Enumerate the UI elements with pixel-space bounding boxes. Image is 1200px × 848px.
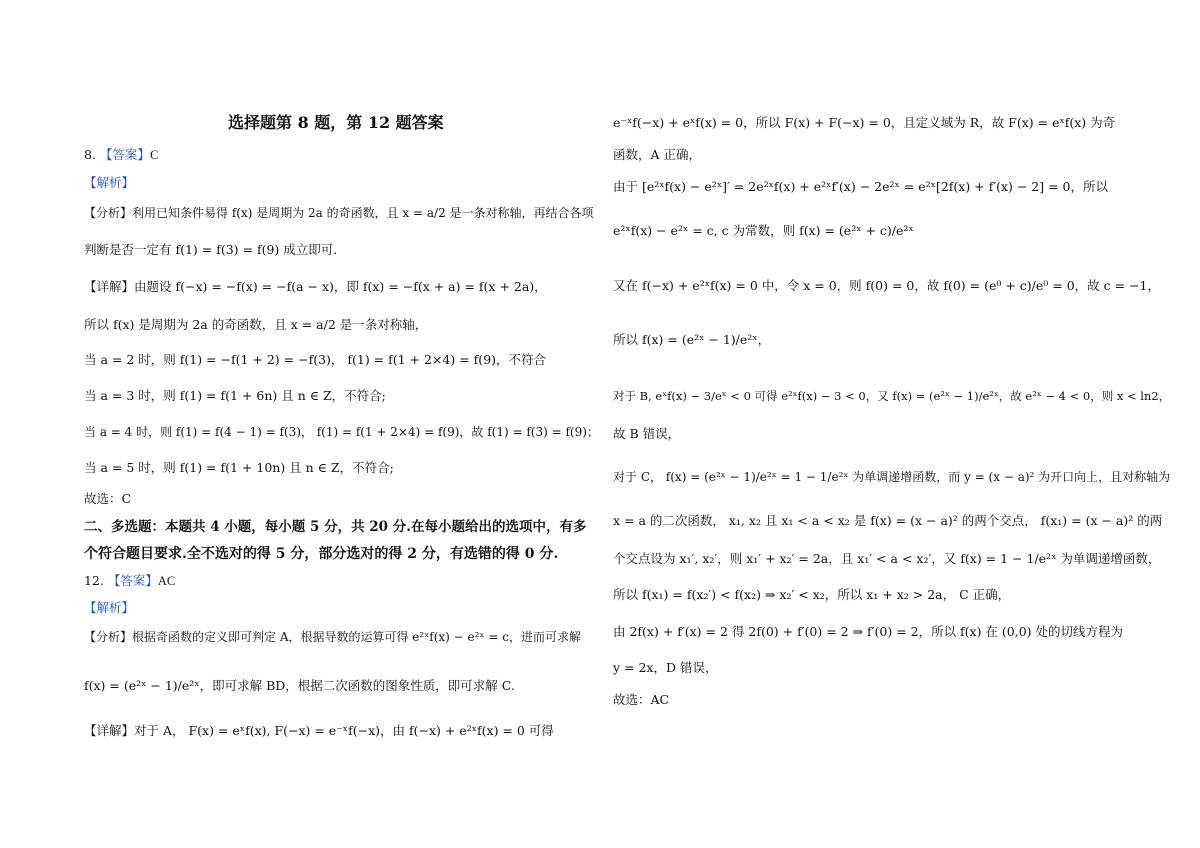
r-line-4: e²ˣf(x) − e²ˣ = c, c 为常数，则 f(x) = (e²ˣ + c)/e²ˣ bbox=[613, 223, 914, 238]
r-line-3: 由于 [e²ˣf(x) − e²ˣ]′ = 2e²ˣf(x) + e²ˣf′(x) − 2e²ˣ = e²ˣ[2f(x) + f′(x) − 2] = 0，所以 bbox=[613, 179, 1109, 194]
q8-case-a3: 当 a = 3 时，则 f(1) = f(1 + 6n) 且 n ∈ Z，不符合; bbox=[84, 388, 386, 403]
r-line-14: y = 2x，D 错误， bbox=[613, 660, 718, 675]
r-line-10: x = a 的二次函数， x₁, x₂ 且 x₁ < a < x₂ 是 f(x) = (x − a)² 的两个交点， f(x₁) = (x − a)² 的两 bbox=[613, 513, 1163, 528]
q12-jiexi-tag: 【解析】 bbox=[84, 600, 135, 615]
q8-detail-1: 【详解】由题设 f(−x) = −f(x) = −f(a − x)，即 f(x) = −f(x + a) = f(x + 2a)， bbox=[84, 279, 547, 294]
r-line-5: 又在 f(−x) + e²ˣf(x) = 0 中，令 x = 0，则 f(0) = 0，故 f(0) = (e⁰ + c)/e⁰ = 0，故 c = −1， bbox=[613, 278, 1160, 293]
section-heading-2: 个符合题目要求.全不选对的得 5 分，部分选对的得 2 分，有选错的得 0 分. bbox=[84, 546, 559, 562]
r-line-12: 所以 f(x₁) = f(x₂′) < f(x₂) ⇒ x₂′ < x₂，所以 x₁ + x₂ > 2a， C 正确， bbox=[613, 587, 1011, 602]
q12-number: 12. bbox=[84, 573, 104, 588]
q12-answer: AC bbox=[157, 574, 176, 588]
q8-case-a2: 当 a = 2 时，则 f(1) = −f(1 + 2) = −f(3)， f(1) = f(1 + 2×4) = f(9)，不符合 bbox=[84, 352, 547, 367]
q8-case-a5: 当 a = 5 时，则 f(1) = f(1 + 10n) 且 n ∈ Z，不符合; bbox=[84, 460, 394, 475]
r-line-6: 所以 f(x) = (e²ˣ − 1)/e²ˣ， bbox=[613, 332, 771, 347]
q12-analysis-2: f(x) = (e²ˣ − 1)/e²ˣ，即可求解 BD，根据二次函数的图象性质，即可求解 C. bbox=[84, 678, 515, 693]
page-title: 选择题第 8 题，第 12 题答案 bbox=[228, 113, 444, 132]
q8-analysis-2: 判断是否一定有 f(1) = f(3) = f(9) 成立即可. bbox=[84, 242, 338, 257]
q12-answer-line bbox=[84, 572, 175, 590]
r-line-11: 个交点设为 x₁′, x₂′，则 x₁′ + x₂′ = 2a，且 x₁′ < a < x₂′，又 f(x) = 1 − 1/e²ˣ 为单调递增函数， bbox=[613, 551, 1161, 566]
q8-answer: C bbox=[149, 148, 159, 162]
section-heading-1: 二、多选题：本题共 4 小题，每小题 5 分，共 20 分.在每小题给出的选项中，有多 bbox=[84, 519, 587, 535]
q8-detail-2: 所以 f(x) 是周期为 2a 的奇函数，且 x = a/2 是一条对称轴， bbox=[84, 317, 428, 332]
r-line-2: 函数，A 正确， bbox=[613, 147, 702, 162]
r-line-13: 由 2f(x) + f′(x) = 2 得 2f(0) + f′(0) = 2 ⇒ f′(0) = 2，所以 f(x) 在 (0,0) 处的切线方程为 bbox=[613, 624, 1124, 639]
q12-answer-tag: 【答案】 bbox=[107, 573, 158, 588]
r-line-9: 对于 C， f(x) = (e²ˣ − 1)/e²ˣ = 1 − 1/e²ˣ 为单调递增函数，而 y = (x − a)² 为开口向上，且对称轴为 bbox=[613, 470, 1171, 484]
q8-select: 故选：C bbox=[84, 491, 132, 506]
q8-case-a4: 当 a = 4 时，则 f(1) = f(4 − 1) = f(3)， f(1) = f(1 + 2×4) = f(9)，故 f(1) = f(3) = f(9)； bbox=[84, 425, 599, 439]
q12-analysis-1: 【分析】根据奇函数的定义即可判定 A，根据导数的运算可得 e²ˣf(x) − e²ˣ = c，进而可求解 bbox=[84, 630, 581, 644]
q12-detail-a: 【详解】对于 A， F(x) = eˣf(x), F(−x) = e⁻ˣf(−x)，由 f(−x) + e²ˣf(x) = 0 可得 bbox=[84, 723, 554, 738]
r-line-8: 故 B 错误， bbox=[613, 426, 681, 441]
q8-analysis-1: 【分析】利用已知条件易得 f(x) 是周期为 2a 的奇函数，且 x = a/2 是一条对称轴，再结合各项 bbox=[84, 206, 594, 220]
r-line-15: 故选：AC bbox=[613, 692, 670, 707]
q8-answer-line bbox=[84, 146, 158, 164]
r-line-1: e⁻ˣf(−x) + eˣf(x) = 0，所以 F(x) + F(−x) = 0，且定义域为 R，故 F(x) = eˣf(x) 为奇 bbox=[613, 115, 1116, 130]
q8-jiexi-tag: 【解析】 bbox=[84, 175, 135, 190]
q8-number: 8. bbox=[84, 147, 96, 162]
q8-answer-tag: 【答案】 bbox=[99, 147, 150, 162]
r-line-7: 对于 B, eˣf(x) − 3/eˣ < 0 可得 e²ˣf(x) − 3 < 0，又 f(x) = (e²ˣ − 1)/e²ˣ，故 e²ˣ − 4 < 0，则 x < ln2， bbox=[613, 389, 1171, 403]
